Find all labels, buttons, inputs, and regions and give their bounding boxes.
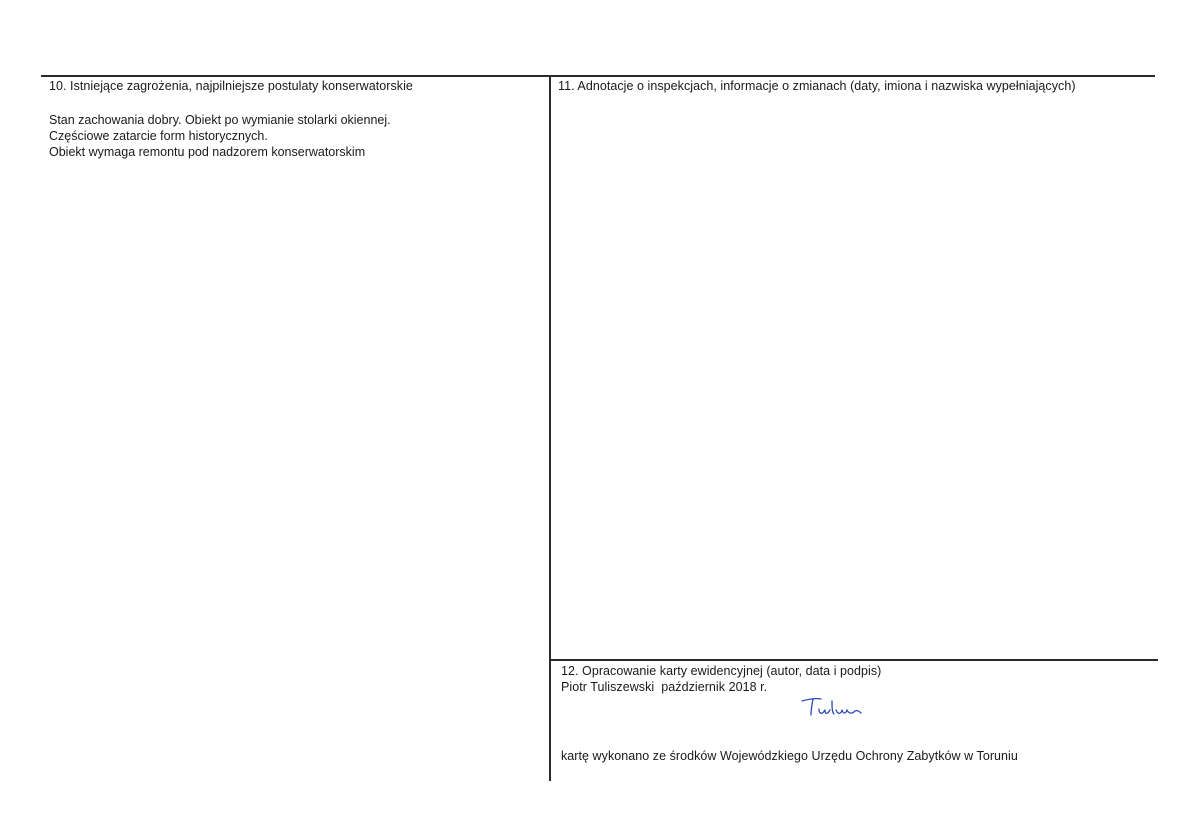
author-line: Piotr Tuliszewski październik 2018 r. bbox=[561, 680, 768, 694]
section-12-heading: 12. Opracowanie karty ewidencyjnej (autor, data i podpis) bbox=[561, 664, 882, 678]
section-10-line: Częściowe zatarcie form historycznych. bbox=[49, 129, 268, 143]
section-12-rule bbox=[549, 659, 1158, 661]
section-11-heading: 11. Adnotacje o inspekcjach, informacje o zmianach (daty, imiona i nazwiska wypełniających) bbox=[558, 79, 1076, 93]
section-10-line: Obiekt wymaga remontu pod nadzorem konserwatorskim bbox=[49, 145, 366, 159]
handwritten-signature bbox=[799, 695, 863, 721]
section-10-line: Stan zachowania dobry. Obiekt po wymianie stolarki okiennej. bbox=[49, 113, 391, 127]
section-10-content bbox=[49, 112, 391, 160]
funding-note: kartę wykonano ze środków Wojewódzkiego Urzędu Ochrony Zabytków w Toruniu bbox=[561, 749, 1018, 763]
top-rule bbox=[41, 75, 1155, 77]
column-divider bbox=[549, 75, 551, 781]
section-10-heading: 10. Istniejące zagrożenia, najpilniejsze postulaty konserwatorskie bbox=[49, 79, 413, 93]
